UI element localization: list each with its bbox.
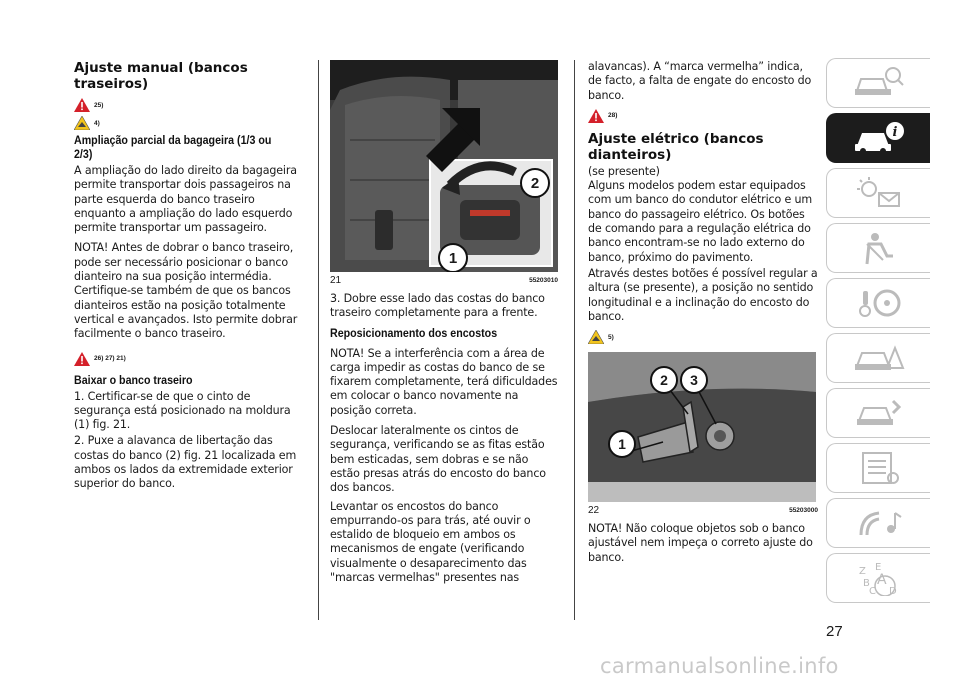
tab-technical-data[interactable] — [826, 443, 930, 493]
paragraph: Levantar os encostos do banco empurrando-os para trás, até ouvir o estalido de bloqueio em ambos os mecanismos de engate (verificando visualmente o desaparecimento das "marcas vermelhas" presentes nas — [330, 499, 531, 585]
column-2 — [330, 0, 558, 585]
caution-icon — [74, 116, 90, 130]
warning-ref: 28) — [588, 107, 818, 125]
note-paragraph: NOTA! Antes de dobrar o banco traseiro, pode ser necessário posicionar o banco dianteiro na sua posição intermédia. Certifique-se também de que os bancos dianteiros estão na posição totalmente vertical e avançados. Isto permite dobrar facilmente o banco traseiro. — [74, 241, 298, 341]
figure-caption: 21 55203010 — [330, 275, 558, 286]
svg-text:A: A — [876, 572, 887, 588]
page-number: 27 — [826, 623, 843, 640]
callout-2: 2 — [650, 366, 678, 394]
callout-1: 1 — [438, 243, 468, 272]
svg-text:Z: Z — [858, 566, 866, 577]
technical-data-icon — [853, 450, 905, 486]
note-paragraph: NOTA! Não coloque objetos sob o banco ajustável nem impeça o correto ajuste do banco. — [588, 522, 813, 564]
subheading: Reposicionamento dos encostos — [330, 326, 498, 340]
figure-21-rear-seat — [330, 60, 558, 272]
warning-ref: 26) 27) 21) — [74, 350, 302, 368]
rear-seat-illustration — [330, 60, 558, 272]
caution-ref: 4) — [74, 114, 302, 132]
callout-3: 3 — [680, 366, 708, 394]
column-divider — [574, 60, 575, 620]
svg-text:C: C — [868, 586, 876, 596]
note-paragraph: NOTA! Se a interferência com a área de carga impedir as costas do banco de se fixarem completamente, terá dificuldades em colocar o banco novamente na posição correta. — [330, 346, 558, 417]
paragraph: Através destes botões é possível regular a altura (se presente), a posição no sentido longitudinal e a inclinação do encosto do banco. — [588, 266, 818, 323]
car-info-icon — [853, 120, 905, 156]
paragraph: alavancas). A “marca vermelha” indica, de facto, a falta de engate do encosto do banco. — [588, 60, 812, 102]
figure-22-power-seat-controls — [588, 352, 816, 502]
warning-ref: 25) — [74, 96, 302, 114]
column-1 — [74, 0, 302, 492]
tab-emergency[interactable] — [826, 333, 930, 383]
svg-text:E: E — [874, 562, 881, 573]
step: 1. Certificar-se de que o cinto de segurança está posicionado na moldura (1) fig. 21. — [74, 389, 291, 432]
paragraph: A ampliação do lado direito da bagageira permite transportar dois passageiros na parte esquerda do banco traseiro enquanto a ampliação do lado esquerdo permite transportar um passageiro. — [74, 164, 297, 235]
tab-safety[interactable] — [826, 223, 930, 273]
multimedia-icon — [853, 505, 905, 541]
caution-ref: 5) — [588, 328, 818, 346]
car-maintenance-icon — [853, 395, 905, 431]
callout-1: 1 — [608, 430, 636, 458]
svg-text:i: i — [892, 125, 897, 140]
seatbelt-safety-icon — [853, 230, 905, 266]
watermark: carmanualsonline.info — [600, 654, 839, 678]
paragraph: Alguns modelos podem estar equipados com um banco do condutor elétrico e um banco do passageiro elétrico. Os botões de comando para a regulação elétrica do banco encontram-se no lado externo do banco, próximo do pavimento. — [588, 179, 813, 264]
step: 3. Dobre esse lado das costas do banco traseiro completamente para a frente. — [330, 292, 545, 320]
subheading: Baixar o banco traseiro — [74, 373, 193, 387]
warning-lights-icon — [853, 175, 905, 211]
tab-warning-lights[interactable] — [826, 168, 930, 218]
callout-2: 2 — [520, 168, 550, 198]
svg-text:B: B — [862, 578, 870, 589]
tab-index[interactable] — [826, 553, 930, 603]
car-search-icon — [853, 65, 905, 101]
steering-key-icon — [853, 285, 905, 321]
step: 2. Puxe a alavanca de libertação das costas do banco (2) fig. 21 localizada em ambos os lados da extremidade exterior superior do banco. — [74, 434, 297, 491]
danger-icon — [588, 109, 604, 123]
car-breakdown-icon — [853, 340, 905, 376]
presence-note: (se presente) — [588, 164, 660, 178]
danger-icon — [74, 98, 90, 112]
danger-icon — [74, 352, 90, 366]
alphabetical-index-icon — [853, 560, 905, 596]
section-heading: Ajuste manual (bancos traseiros) — [74, 60, 248, 92]
subheading: Ampliação parcial da bagageira (1/3 ou 2/3) — [74, 134, 272, 161]
tab-maintenance[interactable] — [826, 388, 930, 438]
paragraph: Deslocar lateralmente os cintos de segurança, verificando se as fitas estão bem esticadas, sem dobras e se não estão presas atrás do encosto do banco dos bancos. — [330, 424, 546, 495]
svg-text:D: D — [888, 586, 897, 596]
section-heading: Ajuste elétrico (bancos dianteiros) — [588, 130, 764, 163]
tab-dashboard-info[interactable] — [826, 113, 930, 163]
chapter-tabs — [826, 58, 930, 608]
tab-multimedia[interactable] — [826, 498, 930, 548]
tab-getting-to-know[interactable] — [826, 58, 930, 108]
caution-icon — [588, 330, 604, 344]
tab-starting-driving[interactable] — [826, 278, 930, 328]
column-3 — [588, 0, 818, 565]
column-divider — [318, 60, 319, 620]
figure-caption: 22 55203000 — [588, 505, 818, 517]
